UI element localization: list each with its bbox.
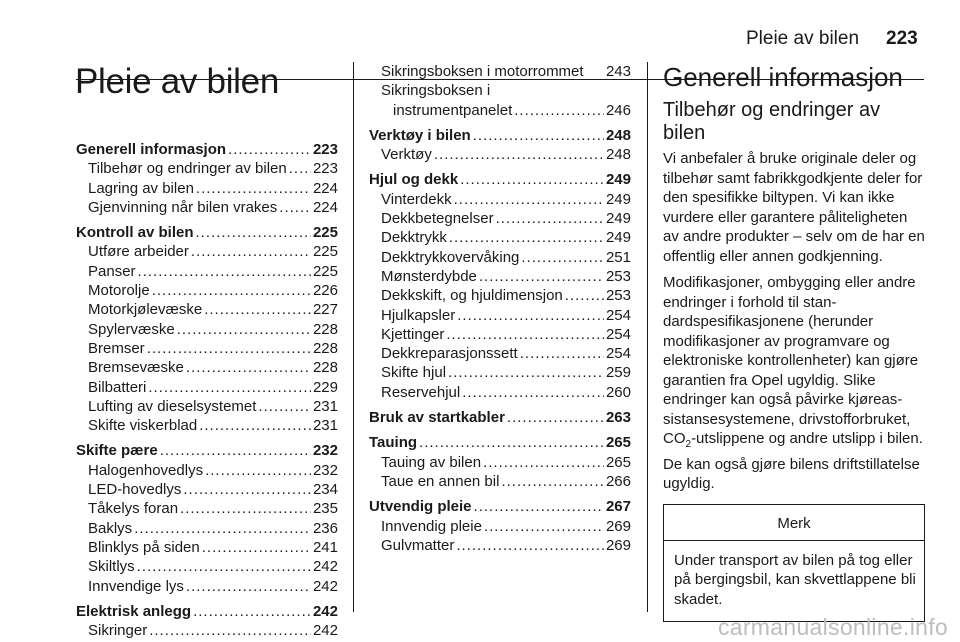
toc-label: Tauing av bilen bbox=[381, 453, 482, 471]
leader-dots bbox=[228, 140, 311, 159]
toc-page: 224 bbox=[312, 198, 338, 216]
toc-page: 267 bbox=[605, 498, 631, 516]
toc-page: 228 bbox=[312, 359, 338, 377]
toc-label: Halogenhovedlys bbox=[88, 461, 204, 479]
leader-dots bbox=[496, 209, 604, 228]
toc-entry[interactable] bbox=[76, 557, 338, 576]
toc-page: 226 bbox=[312, 282, 338, 300]
leader-dots bbox=[521, 248, 604, 267]
toc-label: Dekkreparasjonssett bbox=[381, 345, 518, 363]
toc-page: 248 bbox=[605, 146, 631, 164]
leader-dots bbox=[183, 480, 311, 499]
toc-label: Spylervæske bbox=[88, 320, 175, 338]
toc-label: Lufting av dieselsystemet bbox=[88, 397, 257, 415]
toc-section[interactable] bbox=[369, 433, 631, 452]
toc-entry[interactable] bbox=[369, 248, 631, 267]
toc-entry[interactable] bbox=[76, 480, 338, 499]
toc-page: 228 bbox=[312, 320, 338, 338]
toc-page: 263 bbox=[605, 409, 631, 427]
leader-dots bbox=[449, 228, 604, 247]
toc-page: 265 bbox=[605, 453, 631, 471]
leader-dots bbox=[199, 416, 311, 435]
toc-page: 227 bbox=[312, 301, 338, 319]
toc-page: 225 bbox=[312, 224, 338, 242]
toc-entry[interactable] bbox=[369, 286, 631, 305]
note-heading: Merk bbox=[664, 505, 924, 541]
toc-entry[interactable] bbox=[369, 453, 631, 472]
toc-entry[interactable] bbox=[76, 159, 338, 178]
toc-section[interactable] bbox=[76, 223, 338, 242]
toc-page: 269 bbox=[605, 536, 631, 554]
toc-entry[interactable] bbox=[76, 242, 338, 261]
toc-entry[interactable] bbox=[369, 536, 631, 555]
leader-dots bbox=[462, 383, 604, 402]
toc-entry[interactable] bbox=[369, 145, 631, 164]
toc-section[interactable] bbox=[369, 408, 631, 427]
toc-entry[interactable] bbox=[76, 320, 338, 339]
toc-page: 266 bbox=[605, 472, 631, 490]
toc-entry[interactable] bbox=[76, 378, 338, 397]
page-number: 223 bbox=[886, 28, 918, 49]
toc-entry[interactable] bbox=[76, 397, 338, 416]
toc-label: Bilbatteri bbox=[88, 378, 147, 396]
toc-label: Reservehjul bbox=[381, 383, 461, 401]
toc-entry[interactable] bbox=[76, 461, 338, 480]
toc-label: Baklys bbox=[88, 519, 133, 537]
toc-label: Tilbehør og endringer av bilen bbox=[88, 160, 287, 178]
toc-label: Gjenvinning når bilen vrakes bbox=[88, 198, 278, 216]
toc-entry[interactable] bbox=[369, 363, 631, 382]
leader-dots bbox=[196, 223, 311, 242]
subsection-heading: Tilbehør og endringer av bilen bbox=[663, 99, 881, 144]
toc-entry[interactable] bbox=[76, 519, 338, 538]
toc-label: Innvendige lys bbox=[88, 577, 184, 595]
toc-page: 224 bbox=[312, 179, 338, 197]
leader-dots bbox=[289, 159, 311, 178]
toc-page: 228 bbox=[312, 339, 338, 357]
toc-page: 259 bbox=[605, 364, 631, 382]
toc-page: 249 bbox=[605, 210, 631, 228]
toc-page: 232 bbox=[312, 461, 338, 479]
leader-dots bbox=[507, 408, 604, 427]
toc-label: Hjul og dekk bbox=[369, 171, 459, 189]
toc-label: Blinklys på siden bbox=[88, 538, 200, 556]
leader-dots bbox=[460, 170, 604, 189]
toc-label: Sikringsboksen i motorrommet bbox=[381, 63, 584, 80]
leader-dots bbox=[514, 101, 604, 120]
content-column bbox=[663, 62, 925, 622]
toc-page: 234 bbox=[312, 481, 338, 499]
leader-dots bbox=[446, 325, 604, 344]
toc-label: Bruk av startkabler bbox=[369, 409, 505, 427]
toc-entry[interactable] bbox=[369, 228, 631, 247]
toc-label: Dekkbetegnelser bbox=[381, 210, 494, 228]
leader-dots bbox=[180, 499, 311, 518]
note-box bbox=[663, 504, 925, 623]
toc-label: Vinterdekk bbox=[381, 190, 452, 208]
running-title: Pleie av bilen bbox=[746, 28, 860, 49]
toc-page: 242 bbox=[312, 558, 338, 576]
toc-page: 249 bbox=[605, 171, 631, 189]
toc-label: Innvendig pleie bbox=[381, 517, 482, 535]
toc-page: 235 bbox=[312, 500, 338, 518]
toc-entry[interactable] bbox=[76, 300, 338, 319]
toc-label: Generell informasjon bbox=[76, 141, 227, 158]
paragraph: Vi anbefaler å bruke originale deler og tilbehør samt fabrikkgodkjente deler for den spesifikke biltypen. Vi kan ikke vurdere eller garantere påliteligheten av andre produkter – selv om de har en offentlig eller annen godkjenning. bbox=[663, 150, 925, 265]
leader-dots bbox=[147, 339, 311, 358]
leader-dots bbox=[148, 378, 311, 397]
leader-dots bbox=[191, 242, 311, 261]
toc-entry[interactable] bbox=[369, 209, 631, 228]
toc-page: 269 bbox=[605, 517, 631, 535]
toc-page: 265 bbox=[605, 434, 631, 452]
toc-label: Panser bbox=[88, 262, 136, 280]
leader-dots bbox=[483, 453, 604, 472]
toc-label: Skifte viskerblad bbox=[88, 417, 198, 435]
toc-label: Kontroll av bilen bbox=[76, 224, 194, 242]
toc-label: Dekktrykk bbox=[381, 229, 447, 247]
toc-page: 254 bbox=[605, 325, 631, 343]
page-header bbox=[0, 26, 960, 56]
leader-dots bbox=[205, 461, 311, 480]
toc-entry[interactable] bbox=[76, 538, 338, 557]
toc-page: 223 bbox=[312, 160, 338, 178]
toc-label: Sikringer bbox=[88, 622, 148, 640]
leader-dots bbox=[474, 497, 604, 516]
toc-label: Motorkjølevæske bbox=[88, 301, 203, 319]
leader-dots bbox=[419, 433, 604, 452]
toc-label: Lagring av bilen bbox=[88, 179, 194, 197]
toc-section[interactable] bbox=[76, 441, 338, 460]
leader-dots bbox=[501, 472, 604, 491]
toc-entry[interactable] bbox=[76, 281, 338, 300]
leader-dots bbox=[479, 267, 604, 286]
leader-dots bbox=[484, 517, 604, 536]
toc-label: Utvendig pleie bbox=[369, 498, 472, 516]
toc-page: 253 bbox=[605, 267, 631, 285]
toc-label: Utføre arbeider bbox=[88, 243, 189, 261]
leader-dots bbox=[456, 536, 604, 555]
watermark-text: carmanualsonline.info bbox=[717, 614, 948, 640]
toc-page: 254 bbox=[605, 306, 631, 324]
leader-dots bbox=[520, 344, 604, 363]
toc-label: Kjettinger bbox=[381, 325, 445, 343]
toc-entry[interactable] bbox=[369, 190, 631, 209]
leader-dots bbox=[457, 306, 604, 325]
leader-dots bbox=[186, 577, 311, 596]
paragraph: Modifikasjoner, ombygging eller andre endringer i forhold til standardspesifikasjonene (herunder modifikasjoner av programvare og elektroniske kontrollenheter) kan gjøre garantien fra Opel ugyldig. Slike endringer kan også påvirke kjøreassistansesystemene, drivstofforbruket, $CO_2$-utslippene og andre utslipp i bilen. De kan også gjøre bilens driftstillatelse ugyldig. bbox=[663, 274, 923, 492]
toc-label: Dekktrykkovervåking bbox=[381, 248, 520, 266]
toc-entry[interactable] bbox=[76, 577, 338, 596]
toc-page: 248 bbox=[605, 126, 631, 144]
toc-label: Bremsevæske bbox=[88, 359, 184, 377]
leader-dots bbox=[204, 300, 311, 319]
watermark bbox=[0, 612, 960, 642]
toc-label: Bremser bbox=[88, 339, 145, 357]
toc-entry[interactable] bbox=[76, 339, 338, 358]
toc-label: Tauing bbox=[369, 434, 418, 452]
toc-page: 260 bbox=[605, 383, 631, 401]
toc-label: Tåkelys foran bbox=[88, 500, 179, 518]
toc-entry[interactable] bbox=[369, 101, 631, 120]
toc-entry[interactable] bbox=[76, 198, 338, 217]
toc-page: 242 bbox=[312, 577, 338, 595]
toc-page: 241 bbox=[312, 538, 338, 556]
note-text: Under transport av bilen på tog eller på bergingsbil, kan skvettlappene bli skadet. bbox=[674, 551, 916, 608]
leader-dots bbox=[434, 145, 604, 164]
toc-label: Elektrisk anlegg bbox=[76, 602, 192, 620]
toc-page: 231 bbox=[312, 417, 338, 435]
toc-page: 249 bbox=[605, 190, 631, 208]
toc-list bbox=[369, 126, 631, 555]
leader-dots bbox=[196, 179, 311, 198]
toc-section[interactable] bbox=[369, 497, 631, 516]
section-heading: Generell informasjon bbox=[663, 62, 903, 92]
toc-entry[interactable] bbox=[369, 62, 631, 81]
column-divider bbox=[353, 62, 354, 612]
toc-label: Skifte hjul bbox=[381, 364, 447, 382]
toc-entry[interactable] bbox=[369, 344, 631, 363]
toc-label: Mønsterdybde bbox=[381, 267, 477, 285]
leader-dots bbox=[202, 538, 311, 557]
toc-label: Motorolje bbox=[88, 282, 150, 300]
toc-page: 231 bbox=[312, 397, 338, 415]
toc-label: Skiltlys bbox=[88, 558, 135, 576]
toc-label: Dekkskift, og hjuldimensjon bbox=[381, 287, 563, 305]
toc-page: 232 bbox=[312, 442, 338, 460]
toc-column-2 bbox=[369, 62, 631, 555]
toc-label: Skifte pære bbox=[76, 442, 158, 460]
toc-section[interactable] bbox=[369, 126, 631, 145]
leader-dots bbox=[448, 363, 604, 382]
toc-page: 225 bbox=[312, 243, 338, 261]
toc-entry[interactable] bbox=[76, 262, 338, 281]
leader-dots bbox=[473, 126, 604, 145]
toc-label: LED-hovedlys bbox=[88, 481, 182, 499]
leader-dots bbox=[177, 320, 311, 339]
toc-page: 254 bbox=[605, 345, 631, 363]
toc-page: 223 bbox=[312, 141, 338, 158]
toc-page: 242 bbox=[312, 602, 338, 620]
toc-label: Hjulkapsler bbox=[381, 306, 456, 324]
toc-section[interactable] bbox=[76, 140, 338, 159]
column-divider bbox=[647, 62, 648, 612]
leader-dots bbox=[186, 358, 311, 377]
leader-dots bbox=[138, 262, 311, 281]
toc-page: 242 bbox=[312, 622, 338, 640]
toc-entry[interactable] bbox=[369, 325, 631, 344]
toc-page: 225 bbox=[312, 262, 338, 280]
toc-entry[interactable] bbox=[369, 472, 631, 491]
leader-dots bbox=[565, 286, 604, 305]
toc-page: 243 bbox=[605, 63, 631, 80]
toc-entry[interactable] bbox=[369, 383, 631, 402]
toc-page: 246 bbox=[605, 101, 631, 119]
toc-label: Verktøy bbox=[381, 146, 432, 164]
toc-entry[interactable] bbox=[76, 358, 338, 377]
chapter-title: Pleie av bilen bbox=[75, 62, 279, 101]
toc-entry[interactable] bbox=[369, 267, 631, 286]
toc-column-1 bbox=[76, 140, 338, 640]
toc-page: 251 bbox=[605, 248, 631, 266]
toc-entry[interactable] bbox=[369, 306, 631, 325]
leader-dots bbox=[258, 397, 311, 416]
toc-page: 249 bbox=[605, 229, 631, 247]
toc-label: Verktøy i bilen bbox=[369, 126, 471, 144]
toc-entry[interactable] bbox=[76, 179, 338, 198]
toc-page: 253 bbox=[605, 287, 631, 305]
leader-dots bbox=[152, 281, 311, 300]
leader-dots bbox=[160, 441, 311, 460]
leader-dots bbox=[454, 190, 604, 209]
toc-entry[interactable] bbox=[76, 499, 338, 518]
toc-section[interactable] bbox=[369, 170, 631, 189]
toc-label: instrumentpanelet bbox=[393, 101, 513, 119]
toc-label: Gulvmatter bbox=[381, 536, 455, 554]
leader-dots bbox=[134, 519, 311, 538]
toc-label: Taue en annen bil bbox=[381, 472, 500, 490]
toc-entry[interactable] bbox=[76, 416, 338, 435]
toc-entry[interactable] bbox=[369, 517, 631, 536]
leader-dots bbox=[137, 557, 311, 576]
toc-page: 229 bbox=[312, 378, 338, 396]
toc-entry-wrapped[interactable]: Sikringsboksen i bbox=[381, 82, 491, 100]
leader-dots bbox=[279, 198, 311, 217]
toc-page: 236 bbox=[312, 519, 338, 537]
